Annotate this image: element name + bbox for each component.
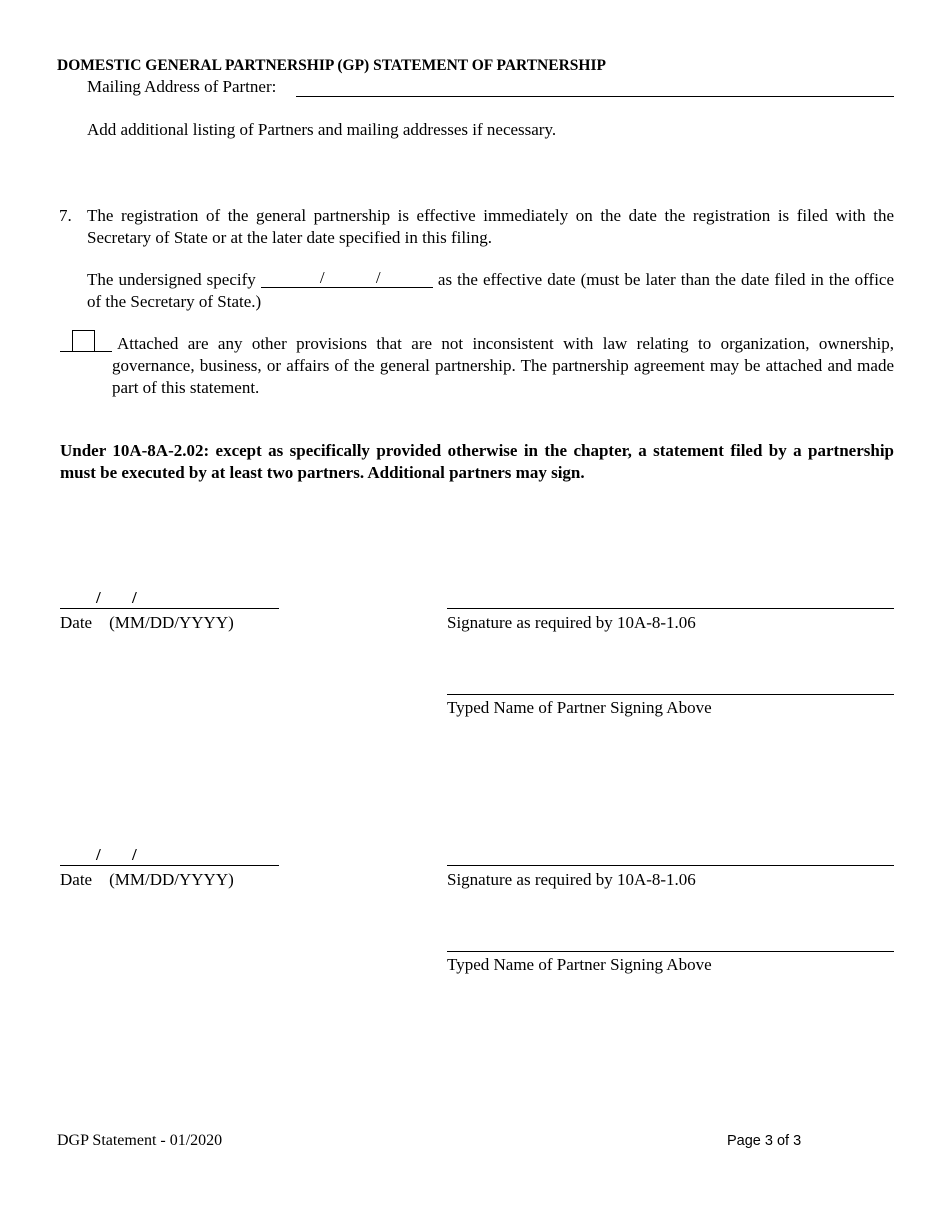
specify-prefix: The undersigned specify	[87, 270, 256, 289]
signature-line[interactable]	[447, 608, 894, 609]
date-separator: /	[96, 588, 101, 607]
typed-name-label: Typed Name of Partner Signing Above	[447, 955, 712, 974]
date-separator: /	[132, 588, 137, 607]
date-field[interactable]	[60, 847, 279, 866]
page-title: DOMESTIC GENERAL PARTNERSHIP (GP) STATEMENT OF PARTNERSHIP	[57, 57, 606, 74]
attachment-checkbox[interactable]	[72, 330, 95, 351]
specify-suffix: as the effective date (must be later than the date filed in the office of the Secretary of State.)	[87, 270, 895, 311]
typed-name-label: Typed Name of Partner Signing Above	[447, 698, 712, 717]
typed-name-line[interactable]	[447, 694, 894, 695]
date-separator: /	[96, 845, 101, 864]
effective-date-paragraph: The registration of the general partnership is effective immediately on the date the registration is filed with the Secretary of State or at the later date specified in this filing.	[87, 206, 894, 247]
footer-form-id: DGP Statement - 01/2020	[57, 1132, 223, 1149]
signature-label: Signature as required by 10A-8-1.06	[447, 613, 696, 632]
signature-line[interactable]	[447, 865, 894, 866]
statute-note: Under 10A-8A-2.02: except as specifically provided otherwise in the chapter, a statement filed by a partnership must be executed by at least two partners. Additional partners may sign.	[60, 441, 894, 482]
effective-date-separator: /	[375, 268, 381, 287]
date-label: Date (MM/DD/YYYY)	[60, 613, 234, 632]
date-label: Date (MM/DD/YYYY)	[60, 870, 234, 889]
item-number: 7.	[59, 206, 72, 225]
mailing-address-field[interactable]	[296, 76, 894, 97]
attachment-text: Attached are any other provisions that are not inconsistent with law relating to organization, ownership, governance, business, or affairs of the general partnership. The partnership agreement may be attached and made part of this statement.	[112, 334, 894, 397]
signature-label: Signature as required by 10A-8-1.06	[447, 870, 696, 889]
date-separator: /	[132, 845, 137, 864]
footer-page-number: Page 3 of 3	[727, 1133, 802, 1149]
additional-partners-note: Add additional listing of Partners and mailing addresses if necessary.	[87, 120, 557, 139]
mailing-address-label: Mailing Address of Partner:	[87, 77, 277, 96]
checkbox-underline	[60, 351, 112, 352]
typed-name-line[interactable]	[447, 951, 894, 952]
date-field[interactable]	[60, 590, 279, 609]
effective-date-specify	[87, 269, 894, 313]
effective-date-field[interactable]	[261, 269, 433, 288]
effective-date-separator: /	[319, 268, 325, 287]
